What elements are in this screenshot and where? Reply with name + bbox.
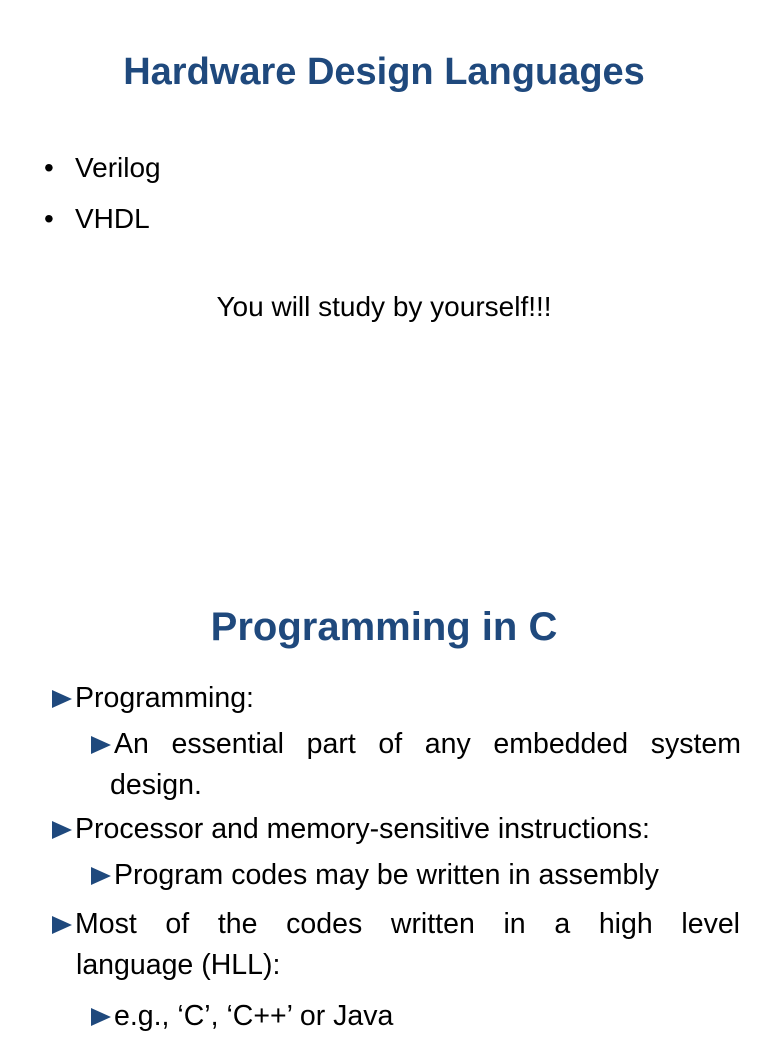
triangle-right-icon: [52, 690, 72, 708]
item-essential-line2: design.: [110, 769, 202, 801]
slide-title: Hardware Design Languages: [123, 51, 645, 93]
list-item: [44, 193, 161, 244]
item-most-line2: language (HLL):: [76, 949, 281, 981]
list-item: [91, 724, 741, 806]
bullet-dot: •: [44, 203, 54, 234]
bullet-text-verilog: Verilog: [75, 152, 161, 183]
triangle-right-icon: [52, 916, 72, 934]
triangle-right-icon: [91, 736, 111, 754]
list-item: [91, 996, 393, 1037]
triangle-right-icon: [52, 821, 72, 839]
item-processor: Processor and memory-sensitive instructions:: [75, 813, 650, 845]
list-item: [44, 142, 161, 193]
triangle-right-icon: [91, 1008, 111, 1026]
list-item: [52, 904, 740, 986]
list-item: [91, 855, 659, 896]
list-item: [52, 678, 254, 719]
item-most-line1: Most of the codes written in a high level: [75, 908, 740, 940]
bullet-list: [44, 142, 161, 244]
item-essential-line1: An essential part of any embedded system: [114, 728, 741, 760]
list-item: [52, 809, 650, 850]
slide-programming-in-c: [0, 560, 768, 1032]
slide-title: Programming in C: [210, 605, 558, 649]
item-eg: e.g., ‘C’, ‘C++’ or Java: [114, 1000, 394, 1032]
item-programming: Programming:: [75, 682, 254, 714]
bullet-dot: •: [44, 152, 54, 183]
self-study-note: You will study by yourself!!!: [216, 291, 552, 322]
item-program-codes: Program codes may be written in assembly: [114, 859, 659, 891]
triangle-right-icon: [91, 867, 111, 885]
bullet-text-vhdl: VHDL: [75, 203, 150, 234]
